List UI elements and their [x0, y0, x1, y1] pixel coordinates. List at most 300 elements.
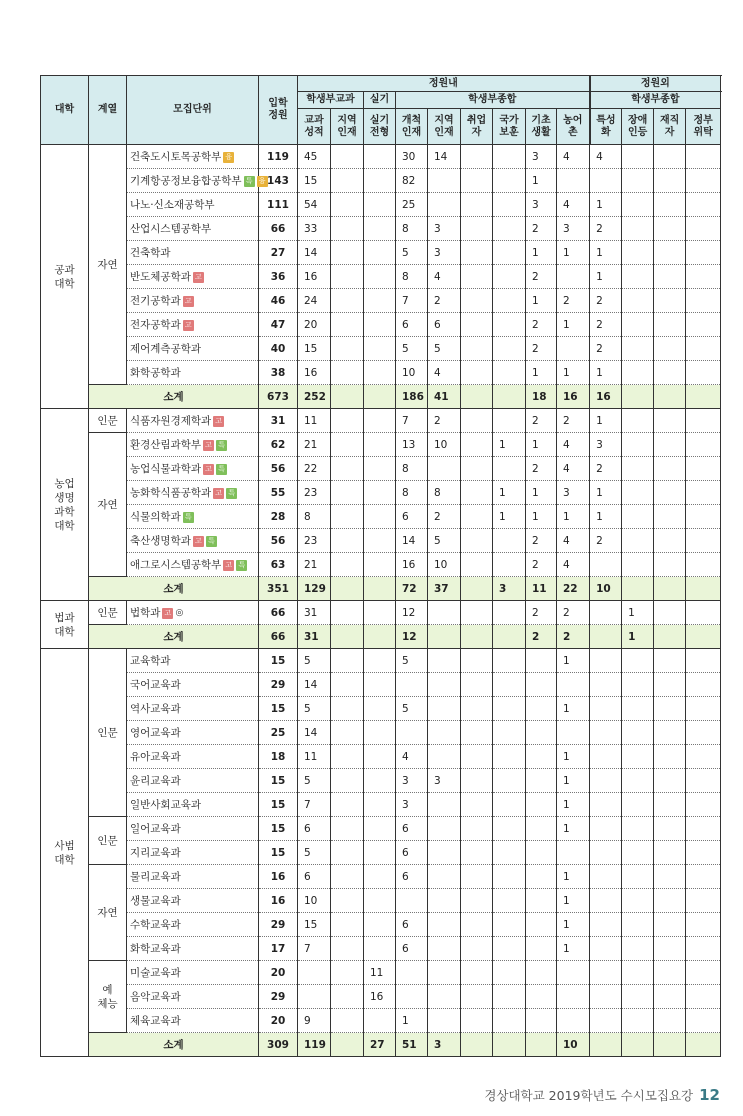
value-cell: 3 [396, 793, 428, 817]
value-cell: 5 [396, 649, 428, 673]
unit-name-cell [127, 697, 259, 721]
value-cell: 20 [298, 313, 331, 337]
subtotal-value [590, 625, 622, 649]
value-cell [622, 793, 654, 817]
value-cell: 2 [526, 409, 557, 433]
value-cell [590, 865, 622, 889]
value-cell [331, 529, 364, 553]
value-cell [654, 793, 686, 817]
subtotal-value [622, 385, 654, 409]
value-cell: 5 [428, 337, 461, 361]
value-cell [654, 265, 686, 289]
value-cell [622, 1009, 654, 1033]
badge-b2-icon: 특 [206, 536, 217, 547]
value-cell: 1 [526, 241, 557, 265]
value-cell [622, 313, 654, 337]
unit-name-cell [127, 409, 259, 433]
value-cell [364, 193, 396, 217]
value-cell [331, 481, 364, 505]
unit-name: 나노·신소재공학부 [130, 199, 215, 211]
unit-name: 교육학과 [130, 655, 171, 667]
value-cell [686, 409, 721, 433]
value-cell [493, 745, 526, 769]
group-cell: 인문 [89, 409, 127, 433]
value-cell [622, 217, 654, 241]
quota-cell: 15 [259, 841, 298, 865]
quota-cell: 20 [259, 1009, 298, 1033]
value-cell [526, 673, 557, 697]
value-cell: 1 [493, 481, 526, 505]
value-cell [654, 601, 686, 625]
value-cell [654, 697, 686, 721]
value-cell [590, 961, 622, 985]
quota-cell: 62 [259, 433, 298, 457]
value-cell [526, 697, 557, 721]
unit-name-cell [127, 241, 259, 265]
table-row [41, 673, 721, 697]
subheader-col-11: 재직 자 [654, 109, 686, 145]
value-cell: 14 [396, 529, 428, 553]
subheader-col-0: 교과 성적 [298, 109, 331, 145]
value-cell: 12 [396, 601, 428, 625]
value-cell [654, 817, 686, 841]
value-cell [331, 913, 364, 937]
value-cell [331, 433, 364, 457]
value-cell [428, 1009, 461, 1033]
value-cell: 6 [396, 841, 428, 865]
value-cell [493, 985, 526, 1009]
value-cell: 14 [298, 241, 331, 265]
value-cell [493, 457, 526, 481]
value-cell [654, 529, 686, 553]
quota-cell: 66 [259, 217, 298, 241]
value-cell: 7 [298, 937, 331, 961]
value-cell: 1 [526, 289, 557, 313]
value-cell: 6 [396, 313, 428, 337]
value-cell: 4 [396, 745, 428, 769]
table-row [41, 289, 721, 313]
value-cell [364, 313, 396, 337]
value-cell: 1 [557, 889, 590, 913]
value-cell [493, 817, 526, 841]
unit-name-cell [127, 169, 266, 193]
value-cell [461, 313, 493, 337]
value-cell [493, 289, 526, 313]
unit-name-cell [127, 649, 259, 673]
value-cell: 1 [557, 361, 590, 385]
badge-b1-icon: 고 [203, 464, 214, 475]
value-cell: 4 [557, 457, 590, 481]
unit-name-cell [127, 505, 259, 529]
value-cell [461, 697, 493, 721]
value-cell [331, 649, 364, 673]
subtotal-value [622, 577, 654, 601]
value-cell [331, 745, 364, 769]
value-cell: 5 [298, 769, 331, 793]
quota-cell: 38 [259, 361, 298, 385]
value-cell [364, 529, 396, 553]
subtotal-value: 16 [590, 385, 622, 409]
value-cell [493, 721, 526, 745]
subtotal-value [331, 577, 364, 601]
value-cell [590, 817, 622, 841]
quota-cell: 29 [259, 985, 298, 1009]
value-cell [557, 985, 590, 1009]
value-cell [461, 433, 493, 457]
value-cell [331, 265, 364, 289]
value-cell: 25 [396, 193, 428, 217]
page-number: 12 [699, 1086, 720, 1104]
badge-b2-icon: 특 [244, 176, 255, 187]
value-cell [526, 913, 557, 937]
subheader-col-4: 지역 인재 [428, 109, 461, 145]
unit-name: 환경산림과학부 [130, 439, 202, 451]
value-cell [331, 769, 364, 793]
value-cell [461, 217, 493, 241]
value-cell [428, 457, 461, 481]
unit-name: 역사교육과 [130, 703, 181, 715]
quota-cell: 143 [259, 169, 298, 193]
unit-name: 농업식물과학과 [130, 463, 202, 475]
group-cell: 예 체능 [89, 961, 127, 1033]
quota-cell: 36 [259, 265, 298, 289]
value-cell [493, 961, 526, 985]
value-cell [364, 217, 396, 241]
value-cell [686, 817, 721, 841]
value-cell [493, 409, 526, 433]
value-cell: 8 [396, 457, 428, 481]
value-cell [493, 841, 526, 865]
value-cell [461, 505, 493, 529]
value-cell: 7 [396, 289, 428, 313]
unit-name: 미술교육과 [130, 967, 181, 979]
value-cell [331, 241, 364, 265]
value-cell [331, 793, 364, 817]
value-cell: 2 [590, 529, 622, 553]
value-cell [461, 409, 493, 433]
value-cell [364, 505, 396, 529]
subtotal-value: 1 [622, 625, 654, 649]
value-cell [493, 697, 526, 721]
badge-b2-icon: 특 [216, 464, 227, 475]
value-cell [622, 337, 654, 361]
value-cell [686, 529, 721, 553]
value-cell [686, 265, 721, 289]
subtotal-value [686, 385, 721, 409]
table-row [41, 217, 721, 241]
value-cell: 1 [557, 697, 590, 721]
value-cell: 1 [557, 241, 590, 265]
value-cell [461, 241, 493, 265]
value-cell: 2 [557, 601, 590, 625]
value-cell [686, 937, 721, 961]
unit-name-cell [127, 361, 259, 385]
value-cell: 3 [428, 769, 461, 793]
subheader-col-8: 농어 촌 [557, 109, 590, 145]
table-row [41, 505, 721, 529]
value-cell [686, 865, 721, 889]
subtotal-value [686, 625, 721, 649]
value-cell: 1 [396, 1009, 428, 1033]
value-cell [364, 241, 396, 265]
unit-name: 애그로시스템공학부 [130, 559, 222, 571]
quota-cell: 31 [259, 409, 298, 433]
value-cell [686, 145, 721, 169]
value-cell [622, 505, 654, 529]
quota-cell: 15 [259, 793, 298, 817]
value-cell [461, 817, 493, 841]
value-cell: 2 [590, 217, 622, 241]
value-cell: 6 [396, 913, 428, 937]
table-row [41, 697, 721, 721]
value-cell [364, 553, 396, 577]
value-cell [590, 913, 622, 937]
unit-name-cell [127, 601, 259, 625]
subtotal-value: 186 [396, 385, 428, 409]
group-cell: 인문 [89, 817, 127, 865]
value-cell [428, 817, 461, 841]
subtotal-value [461, 385, 493, 409]
value-cell [461, 649, 493, 673]
value-cell [428, 673, 461, 697]
value-cell: 4 [590, 145, 622, 169]
unit-name-cell [127, 793, 259, 817]
unit-name-cell [127, 553, 259, 577]
value-cell [622, 937, 654, 961]
value-cell [590, 745, 622, 769]
value-cell [493, 1009, 526, 1033]
group-cell: 자연 [89, 865, 127, 961]
value-cell: 4 [557, 553, 590, 577]
value-cell: 2 [428, 289, 461, 313]
header-group: 계열 [89, 76, 127, 145]
value-cell [654, 649, 686, 673]
group-cell: 자연 [89, 145, 127, 385]
value-cell: 4 [557, 529, 590, 553]
value-cell [331, 457, 364, 481]
value-cell [590, 721, 622, 745]
header-practical: 실기 [364, 92, 396, 109]
unit-name-cell [127, 313, 259, 337]
quota-cell: 46 [259, 289, 298, 313]
univ-cell: 법과 대학 [41, 601, 89, 649]
unit-name-cell [127, 145, 259, 169]
value-cell: 33 [298, 217, 331, 241]
value-cell [686, 1009, 721, 1033]
value-cell: 14 [298, 721, 331, 745]
value-cell [493, 529, 526, 553]
value-cell: 15 [298, 169, 331, 193]
quota-cell: 27 [259, 241, 298, 265]
value-cell [526, 1009, 557, 1033]
unit-name-cell [127, 289, 259, 313]
value-cell [364, 913, 396, 937]
subtotal-value [654, 577, 686, 601]
quota-cell: 119 [259, 145, 298, 169]
value-cell [686, 721, 721, 745]
value-cell: 7 [298, 793, 331, 817]
value-cell [654, 313, 686, 337]
value-cell [526, 793, 557, 817]
value-cell [331, 145, 364, 169]
value-cell [654, 409, 686, 433]
subtotal-value: 119 [298, 1033, 331, 1057]
admission-quota-table [40, 75, 721, 1057]
value-cell: 5 [298, 697, 331, 721]
subtotal-value: 2 [557, 625, 590, 649]
value-cell [364, 865, 396, 889]
subheader-col-6: 국가 보훈 [493, 109, 526, 145]
value-cell [428, 697, 461, 721]
unit-name: 화학공학과 [130, 367, 181, 379]
subtotal-value [493, 385, 526, 409]
quota-cell: 29 [259, 673, 298, 697]
value-cell [526, 817, 557, 841]
subtotal-value [590, 1033, 622, 1057]
value-cell [654, 721, 686, 745]
subtotal-value [461, 1033, 493, 1057]
subtotal-value: 3 [493, 577, 526, 601]
subtotal-value: 252 [298, 385, 331, 409]
value-cell: 1 [590, 265, 622, 289]
subheader-col-5: 취업 자 [461, 109, 493, 145]
value-cell: 2 [428, 409, 461, 433]
value-cell [428, 649, 461, 673]
unit-name: 건축도시토목공학부 [130, 151, 222, 163]
unit-name-cell [127, 817, 259, 841]
value-cell [622, 433, 654, 457]
value-cell: 10 [298, 889, 331, 913]
value-cell: 6 [298, 817, 331, 841]
value-cell [654, 961, 686, 985]
value-cell: 1 [590, 361, 622, 385]
value-cell [590, 553, 622, 577]
group-cell: 인문 [89, 649, 127, 817]
value-cell: 6 [396, 505, 428, 529]
value-cell: 2 [428, 505, 461, 529]
value-cell: 1 [557, 937, 590, 961]
value-cell [461, 793, 493, 817]
table-header [41, 76, 721, 145]
value-cell [654, 865, 686, 889]
value-cell: 8 [298, 505, 331, 529]
value-cell [364, 937, 396, 961]
value-cell [686, 193, 721, 217]
value-cell [622, 553, 654, 577]
subtotal-value: 22 [557, 577, 590, 601]
value-cell [622, 361, 654, 385]
quota-cell: 16 [259, 889, 298, 913]
unit-name-cell [127, 529, 259, 553]
value-cell: 5 [298, 841, 331, 865]
value-cell [654, 337, 686, 361]
table-row [41, 961, 721, 985]
value-cell: 3 [428, 217, 461, 241]
value-cell [331, 961, 364, 985]
value-cell [331, 289, 364, 313]
value-cell [686, 217, 721, 241]
value-cell: 8 [396, 265, 428, 289]
value-cell [364, 817, 396, 841]
value-cell [493, 649, 526, 673]
value-cell [622, 769, 654, 793]
subtotal-row [41, 625, 721, 649]
subtotal-value [622, 1033, 654, 1057]
value-cell: 6 [396, 817, 428, 841]
value-cell [686, 313, 721, 337]
value-cell [396, 985, 428, 1009]
value-cell [364, 457, 396, 481]
unit-name: 생물교육과 [130, 895, 181, 907]
value-cell [493, 937, 526, 961]
group-cell: 인문 [89, 601, 127, 625]
subtotal-label: 소계 [89, 625, 259, 649]
value-cell [654, 457, 686, 481]
value-cell: 45 [298, 145, 331, 169]
value-cell [331, 505, 364, 529]
value-cell: 1 [557, 769, 590, 793]
subtotal-quota: 351 [259, 577, 298, 601]
value-cell [461, 985, 493, 1009]
value-cell: 1 [557, 649, 590, 673]
value-cell [686, 841, 721, 865]
value-cell: 2 [526, 265, 557, 289]
value-cell [526, 769, 557, 793]
subheader-col-1: 지역 인재 [331, 109, 364, 145]
value-cell [686, 457, 721, 481]
value-cell [331, 217, 364, 241]
table-row [41, 769, 721, 793]
value-cell [622, 817, 654, 841]
value-cell: 30 [396, 145, 428, 169]
unit-name: 영어교육과 [130, 727, 181, 739]
value-cell: 2 [526, 457, 557, 481]
subtotal-value: 129 [298, 577, 331, 601]
value-cell [364, 601, 396, 625]
value-cell: 1 [557, 865, 590, 889]
value-cell [428, 985, 461, 1009]
value-cell [461, 961, 493, 985]
value-cell [461, 889, 493, 913]
value-cell [557, 961, 590, 985]
subtotal-row [41, 577, 721, 601]
value-cell: 10 [428, 553, 461, 577]
value-cell [590, 841, 622, 865]
value-cell [461, 457, 493, 481]
unit-name: 식물의학과 [130, 511, 181, 523]
unit-name-cell [127, 769, 259, 793]
value-cell: 1 [557, 793, 590, 817]
value-cell [622, 457, 654, 481]
value-cell [526, 985, 557, 1009]
subtotal-label: 소계 [89, 1033, 259, 1057]
unit-name-cell [127, 721, 259, 745]
value-cell [396, 721, 428, 745]
unit-name: 제어계측공학과 [130, 343, 202, 355]
unit-name: 산업시스템공학부 [130, 223, 212, 235]
value-cell [461, 265, 493, 289]
value-cell [590, 1009, 622, 1033]
footer-title: 경상대학교 2019학년도 수시모집요강 [484, 1088, 694, 1103]
unit-name-cell [127, 673, 259, 697]
value-cell [590, 673, 622, 697]
value-cell: 11 [298, 745, 331, 769]
table-row [41, 145, 721, 169]
value-cell [364, 265, 396, 289]
quota-cell: 28 [259, 505, 298, 529]
value-cell [654, 433, 686, 457]
value-cell: 21 [298, 433, 331, 457]
